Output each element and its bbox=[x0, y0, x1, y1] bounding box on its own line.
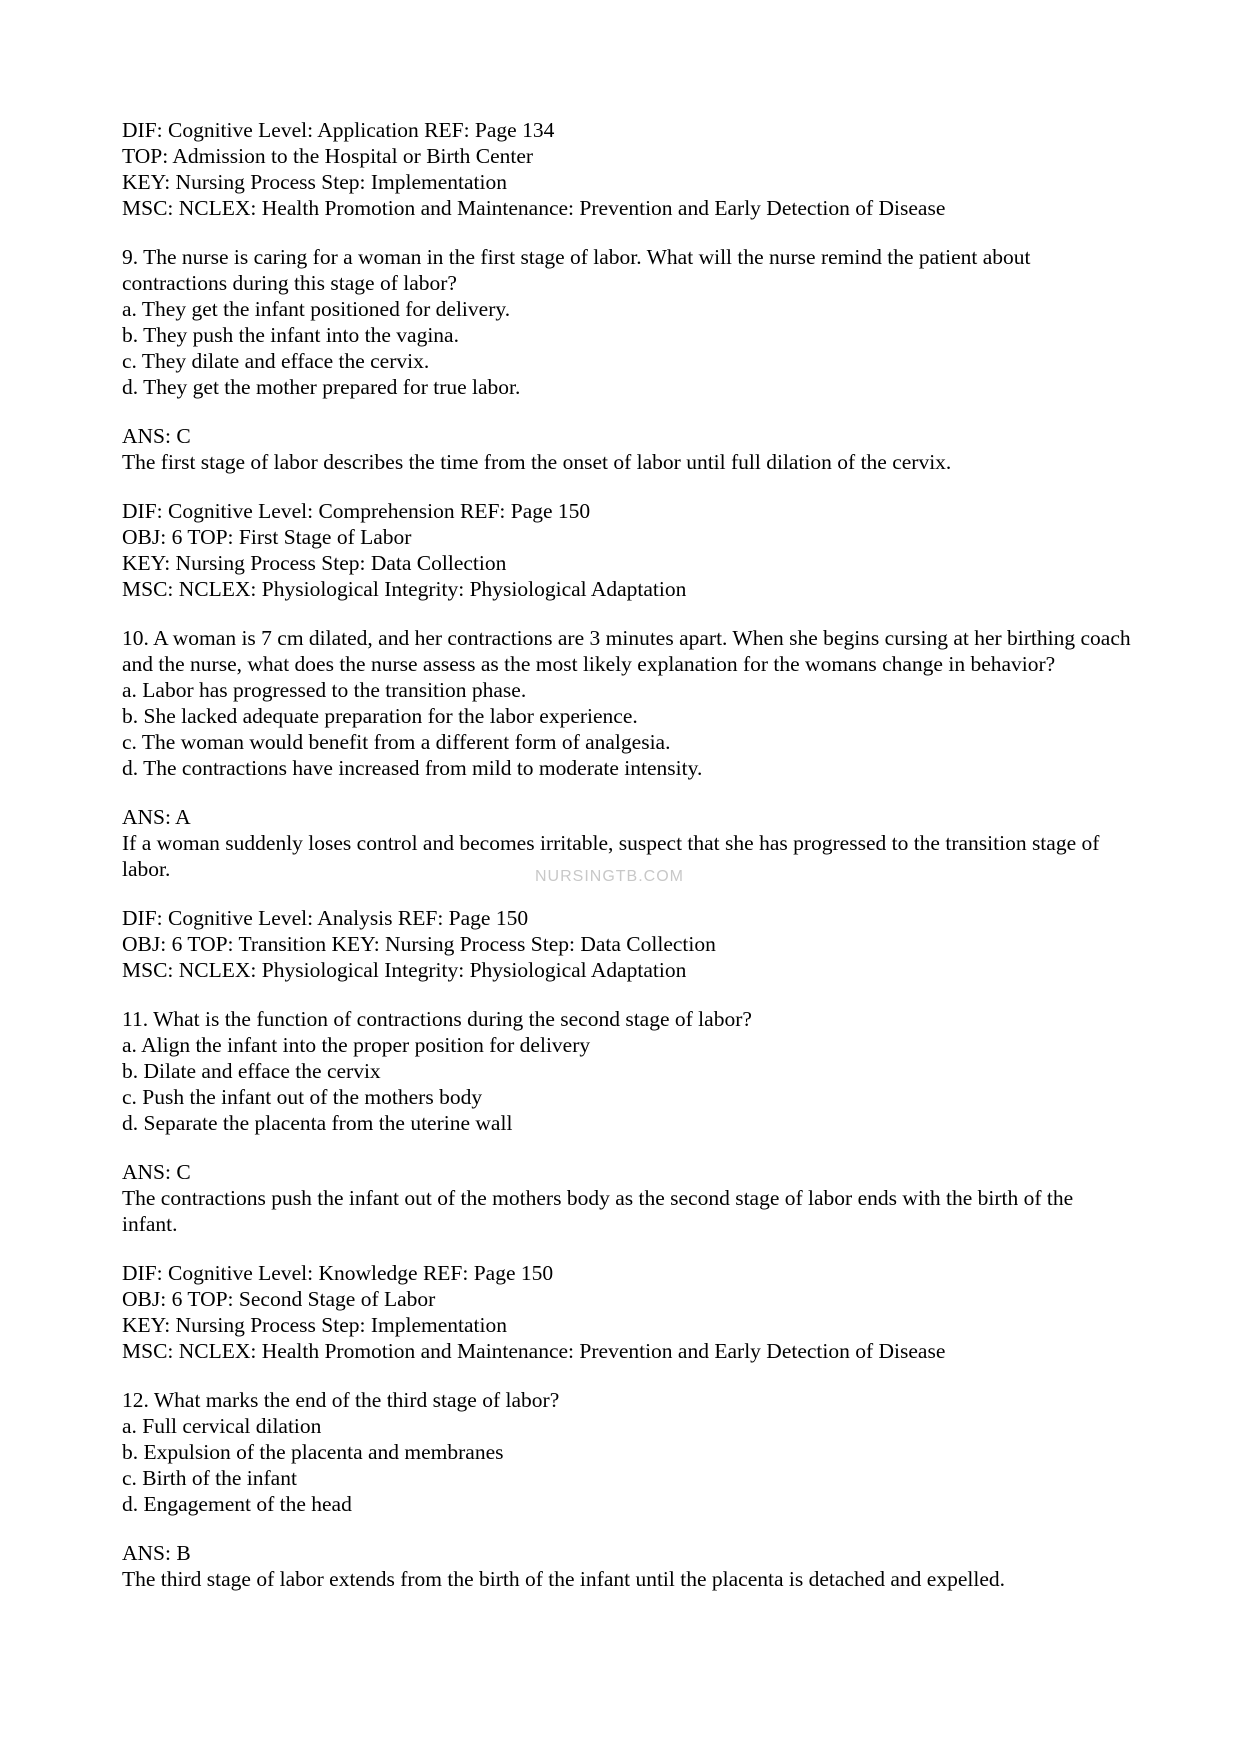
meta-dif: DIF: Cognitive Level: Analysis REF: Page 150 bbox=[122, 906, 529, 930]
option-b: b. She lacked adequate preparation for the labor experience. bbox=[122, 704, 638, 728]
option-c: c. Birth of the infant bbox=[122, 1466, 297, 1490]
option-a: a. Align the infant into the proper position for delivery bbox=[122, 1033, 591, 1057]
watermark: NURSINGTB.COM bbox=[535, 868, 684, 885]
answer-key: ANS: A bbox=[122, 805, 191, 829]
option-c: c. The woman would benefit from a different form of analgesia. bbox=[122, 730, 671, 754]
option-b: b. They push the infant into the vagina. bbox=[122, 323, 459, 347]
option-d: d. They get the mother prepared for true labor. bbox=[122, 375, 521, 399]
meta-key: KEY: Nursing Process Step: Data Collection bbox=[122, 551, 507, 575]
question-9-answer bbox=[122, 423, 1132, 475]
option-a: a. Labor has progressed to the transition phase. bbox=[122, 678, 527, 702]
question-10-metadata bbox=[122, 905, 1132, 983]
meta-dif: DIF: Cognitive Level: Comprehension REF: Page 150 bbox=[122, 499, 591, 523]
answer-rationale: The first stage of labor describes the time from the onset of labor until full dilation of the cervix. bbox=[122, 450, 952, 474]
question-11-metadata bbox=[122, 1260, 1132, 1364]
option-d: d. Separate the placenta from the uterine wall bbox=[122, 1111, 513, 1135]
question-11 bbox=[122, 1006, 1132, 1136]
question-10-answer bbox=[122, 804, 1132, 882]
document-page bbox=[122, 117, 1132, 1615]
answer-rationale: If a woman suddenly loses control and becomes irritable, suspect that she has progressed to the transition stage of labor. bbox=[122, 831, 1100, 881]
meta-msc: MSC: NCLEX: Physiological Integrity: Physiological Adaptation bbox=[122, 958, 687, 982]
option-b: b. Expulsion of the placenta and membranes bbox=[122, 1440, 504, 1464]
meta-obj-top-key: OBJ: 6 TOP: Transition KEY: Nursing Process Step: Data Collection bbox=[122, 932, 716, 956]
option-d: d. The contractions have increased from mild to moderate intensity. bbox=[122, 756, 703, 780]
question-9-metadata bbox=[122, 498, 1132, 602]
question-12 bbox=[122, 1387, 1132, 1517]
question-stem: 11. What is the function of contractions during the second stage of labor? bbox=[122, 1007, 752, 1031]
meta-msc: MSC: NCLEX: Health Promotion and Maintenance: Prevention and Early Detection of Disease bbox=[122, 1339, 946, 1363]
answer-key: ANS: B bbox=[122, 1541, 191, 1565]
question-11-answer bbox=[122, 1159, 1132, 1237]
question-12-answer bbox=[122, 1540, 1132, 1592]
answer-rationale: The third stage of labor extends from the birth of the infant until the placenta is detached and expelled. bbox=[122, 1567, 1005, 1591]
meta-obj-top: OBJ: 6 TOP: First Stage of Labor bbox=[122, 525, 412, 549]
question-8-metadata bbox=[122, 117, 1132, 221]
option-b: b. Dilate and efface the cervix bbox=[122, 1059, 381, 1083]
meta-top: TOP: Admission to the Hospital or Birth Center bbox=[122, 144, 534, 168]
answer-rationale: The contractions push the infant out of the mothers body as the second stage of labor ends with the birth of the infant. bbox=[122, 1186, 1074, 1236]
option-a: a. Full cervical dilation bbox=[122, 1414, 322, 1438]
question-stem: 10. A woman is 7 cm dilated, and her contractions are 3 minutes apart. When she begins cursing at her birthing coach and the nurse, what does the nurse assess as the most likely explanation for the womans change in behavior? bbox=[122, 626, 1131, 676]
meta-key: KEY: Nursing Process Step: Implementation bbox=[122, 170, 507, 194]
question-9 bbox=[122, 244, 1132, 400]
meta-dif: DIF: Cognitive Level: Application REF: Page 134 bbox=[122, 118, 555, 142]
answer-key: ANS: C bbox=[122, 1160, 191, 1184]
option-c: c. They dilate and efface the cervix. bbox=[122, 349, 430, 373]
meta-dif: DIF: Cognitive Level: Knowledge REF: Page 150 bbox=[122, 1261, 554, 1285]
meta-msc: MSC: NCLEX: Physiological Integrity: Physiological Adaptation bbox=[122, 577, 687, 601]
option-d: d. Engagement of the head bbox=[122, 1492, 352, 1516]
option-c: c. Push the infant out of the mothers body bbox=[122, 1085, 483, 1109]
meta-msc: MSC: NCLEX: Health Promotion and Maintenance: Prevention and Early Detection of Disease bbox=[122, 196, 946, 220]
question-10 bbox=[122, 625, 1132, 781]
answer-key: ANS: C bbox=[122, 424, 191, 448]
question-stem: 9. The nurse is caring for a woman in the first stage of labor. What will the nurse remind the patient about contractions during this stage of labor? bbox=[122, 245, 1031, 295]
meta-obj-top: OBJ: 6 TOP: Second Stage of Labor bbox=[122, 1287, 436, 1311]
option-a: a. They get the infant positioned for delivery. bbox=[122, 297, 511, 321]
question-stem: 12. What marks the end of the third stage of labor? bbox=[122, 1388, 560, 1412]
meta-key: KEY: Nursing Process Step: Implementation bbox=[122, 1313, 507, 1337]
